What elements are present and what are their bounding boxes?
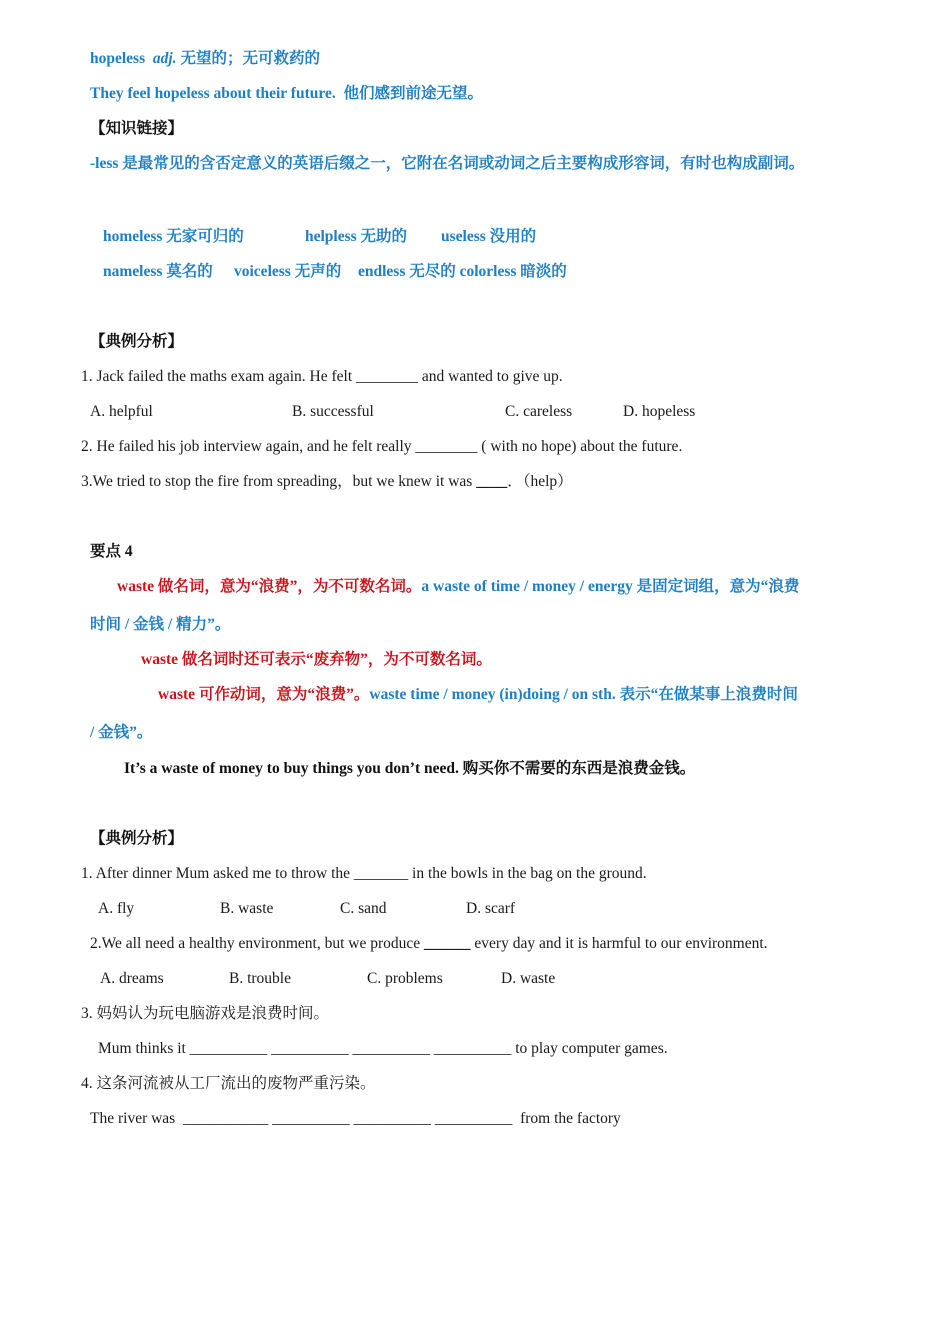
analysis2-q4: 4. 这条河流被从工厂流出的废物严重污染。 <box>81 1075 376 1092</box>
point4-example: It’s a waste of money to buy things you don’t need. 购买你不需要的东西是浪费金钱。 <box>124 760 696 777</box>
vocab-example-en: They feel hopeless about their future. <box>90 85 336 102</box>
point4-p3-red: waste 可作动词，意为“浪费”。 <box>158 686 370 703</box>
point4-p3-blue: waste time / money (in)doing / on sth. 表示“在做某事上浪费时间 <box>369 686 798 703</box>
analysis2-q1-option-b: B. waste <box>220 900 274 917</box>
point4-p2: waste 做名词时还可表示“废弃物”，为不可数名词。 <box>141 651 492 668</box>
point4-p3-cont: / 金钱”。 <box>90 724 153 741</box>
analysis1-q3 <box>81 472 573 492</box>
point4-p1-red: waste 做名词，意为“浪费”，为不可数名词。 <box>117 578 422 595</box>
point4-p3 <box>158 685 798 705</box>
analysis1-q1-option-d: D. hopeless <box>623 403 696 420</box>
analysis2-q2-option-b: B. trouble <box>229 970 291 987</box>
less-word-row2-item1: nameless 莫名的 <box>103 263 213 280</box>
analysis2-q1-option-a: A. fly <box>98 900 135 917</box>
less-word-row1-item3: useless 没用的 <box>441 228 537 245</box>
point4-heading: 要点 4 <box>90 543 133 560</box>
analysis1-q2: 2. He failed his job interview again, and he felt really ________ ( with no hope) about the future. <box>81 438 683 455</box>
analysis1-q3-text: 3.We tried to stop the fire from spreading，but we knew it was <box>81 473 477 490</box>
link-text: -less 是最常见的含否定意义的英语后缀之一，它附在名词或动词之后主要构成形容词，有时也构成副词。 <box>90 155 805 172</box>
analysis2-q2-option-d: D. waste <box>501 970 556 987</box>
analysis2-q2-blank: ______ <box>424 935 471 952</box>
less-word-row1-item1: homeless 无家可归的 <box>103 228 244 245</box>
analysis2-q1-option-c: C. sand <box>340 900 387 917</box>
analysis2-heading: 【典例分析】 <box>90 830 184 847</box>
analysis1-q3-hint: ．（help） <box>507 473 573 490</box>
less-word-row1-item2: helpless 无助的 <box>305 228 408 245</box>
less-word-row2-item2: voiceless 无声的 <box>234 263 342 280</box>
analysis1-q3-blank: ____ <box>476 473 508 490</box>
analysis1-q1-option-b: B. successful <box>292 403 374 420</box>
analysis2-q3: 3. 妈妈认为玩电脑游戏是浪费时间。 <box>81 1005 330 1022</box>
analysis2-q3-en: Mum thinks it __________ __________ __________ __________ to play computer games. <box>98 1040 668 1057</box>
link-heading: 【知识链接】 <box>90 120 184 137</box>
analysis2-q2-option-a: A. dreams <box>100 970 164 987</box>
vocab-example-zh: 他们感到前途无望。 <box>343 85 483 102</box>
point4-p1 <box>117 577 799 597</box>
point4-p1-blue: a waste of time / money / energy 是固定词组，意为“浪费 <box>421 578 800 595</box>
vocab-word: hopeless <box>90 50 146 67</box>
vocab-example <box>90 84 483 104</box>
vocab-meaning: 无望的；无可救药的 <box>180 50 320 67</box>
analysis2-q2 <box>90 934 768 954</box>
analysis1-heading: 【典例分析】 <box>90 333 184 350</box>
less-word-row2-item3: endless 无尽的 colorless 暗淡的 <box>358 263 567 280</box>
analysis2-q2-text-end: every day and it is harmful to our environment. <box>470 935 768 952</box>
analysis2-q4-en: The river was ___________ __________ __________ __________ from the factory <box>90 1110 621 1127</box>
analysis2-q2-text: 2.We all need a healthy environment, but we produce <box>90 935 425 952</box>
analysis1-q1: 1. Jack failed the maths exam again. He felt ________ and wanted to give up. <box>81 368 563 385</box>
analysis2-q2-option-c: C. problems <box>367 970 443 987</box>
point4-p1-cont: 时间 / 金钱 / 精力”。 <box>90 616 231 633</box>
analysis2-q1-option-d: D. scarf <box>466 900 516 917</box>
vocab-pos: adj. <box>152 50 177 67</box>
analysis1-q1-option-c: C. careless <box>505 403 573 420</box>
analysis2-q1: 1. After dinner Mum asked me to throw the _______ in the bowls in the bag on the ground. <box>81 865 647 882</box>
vocab-line <box>90 49 320 69</box>
analysis1-q1-option-a: A. helpful <box>90 403 153 420</box>
